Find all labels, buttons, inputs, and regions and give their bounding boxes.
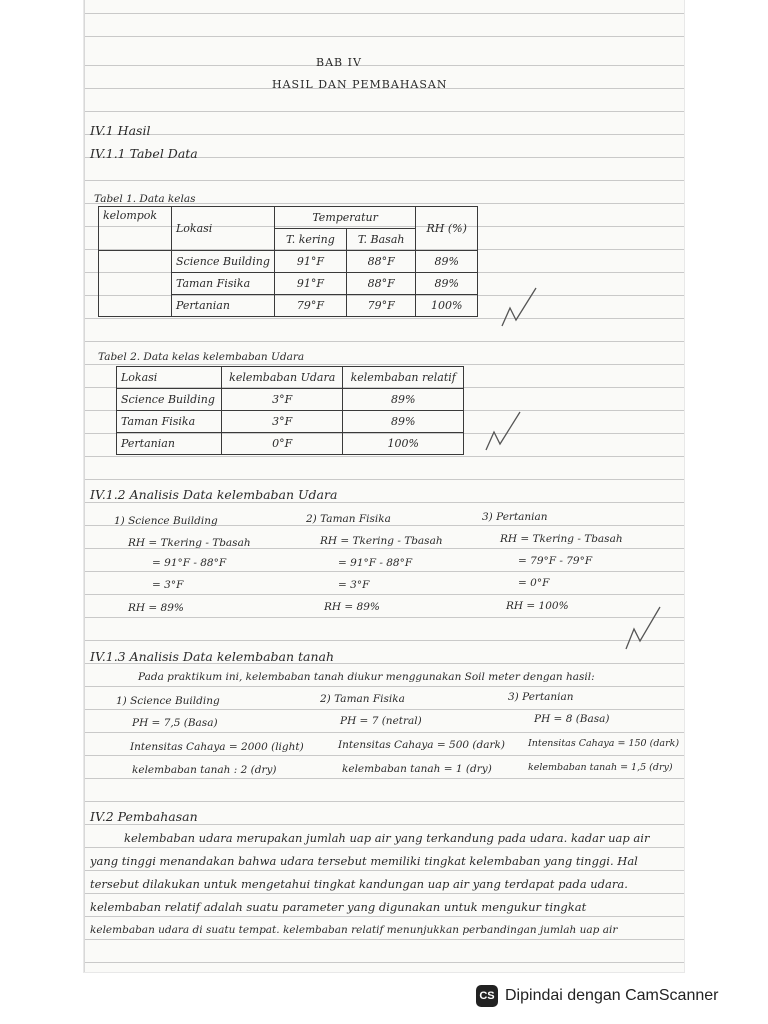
udara-col1-title: 1) Science Building (114, 515, 218, 527)
table2-cell-kel-udara: 3°F (222, 411, 343, 433)
table1-cell-t-basah: 88°F (346, 273, 415, 295)
table1-cell-lokasi: Pertanian (172, 295, 275, 317)
section-4-1-1: IV.1.1 Tabel Data (90, 146, 198, 161)
pembahasan-line-2: yang tinggi menandakan bahwa udara tersebut memiliki tingkat kelembaban yang tinggi. Hal (90, 854, 638, 868)
section-4-1-2: IV.1.2 Analisis Data kelembaban Udara (90, 487, 338, 502)
chapter-title: BAB IV (316, 56, 362, 69)
scanner-watermark (476, 979, 762, 1013)
table1-cell-rh: 89% (416, 251, 478, 273)
tanah-col1-kelembaban: kelembaban tanah : 2 (dry) (132, 764, 277, 776)
table2-cell-lokasi: Science Building (117, 389, 222, 411)
checkmark-icon (500, 286, 540, 330)
table1-cell-rh: 100% (416, 295, 478, 317)
table1-cell-lokasi: Taman Fisika (172, 273, 275, 295)
udara-col1-formula: RH = Tkering - Tbasah (128, 537, 251, 549)
tanah-col2-kelembaban: kelembaban tanah = 1 (dry) (342, 763, 492, 775)
table-row (99, 251, 478, 273)
udara-col2-line2: = 3°F (338, 579, 370, 591)
table1-cell-lokasi: Science Building (172, 251, 275, 273)
section-4-1-3: IV.1.3 Analisis Data kelembaban tanah (90, 649, 335, 664)
table1-kelompok-cell (99, 251, 172, 317)
udara-col2-title: 2) Taman Fisika (306, 513, 391, 525)
table2-cell-kel-udara: 0°F (222, 433, 343, 455)
udara-col3-line2: = 0°F (518, 577, 550, 589)
tanah-col2-title: 2) Taman Fisika (320, 693, 405, 705)
table1-cell-t-kering: 91°F (274, 251, 346, 273)
table1-cell-t-kering: 91°F (274, 273, 346, 295)
pembahasan-line-5: kelembaban udara di suatu tempat. kelembaban relatif menunjukkan perbandingan jumlah uap air (90, 924, 618, 936)
pembahasan-line-3: tersebut dilakukan untuk mengetahui tingkat kandungan uap air yang terdapat pada udara. (90, 877, 628, 891)
table2-cell-lokasi: Taman Fisika (117, 411, 222, 433)
table2-cell-kel-relatif: 100% (343, 433, 464, 455)
udara-col2-result: RH = 89% (324, 601, 380, 613)
tanah-col1-ph: PH = 7,5 (Basa) (132, 717, 218, 729)
table1-header-temperatur: Temperatur (274, 207, 415, 229)
table2-cell-kel-relatif: 89% (343, 389, 464, 411)
table1-header-lokasi: Lokasi (172, 207, 275, 251)
tanah-col3-title: 3) Pertanian (508, 691, 574, 703)
table2-cell-lokasi: Pertanian (117, 433, 222, 455)
table2-caption: Tabel 2. Data kelas kelembaban Udara (98, 351, 305, 363)
udara-col1-line2: = 3°F (152, 579, 184, 591)
udara-col3-line1: = 79°F - 79°F (518, 555, 593, 567)
table-row (117, 433, 464, 455)
table2-header-kel-relatif: kelembaban relatif (343, 367, 464, 389)
table1-header-kelompok: kelompok (99, 207, 172, 251)
chapter-subtitle: HASIL DAN PEMBAHASAN (272, 78, 448, 91)
table-row (117, 411, 464, 433)
table1 (98, 206, 478, 317)
table2-cell-kel-udara: 3°F (222, 389, 343, 411)
tanah-col3-ph: PH = 8 (Basa) (534, 713, 610, 725)
tanah-col2-cahaya: Intensitas Cahaya = 500 (dark) (338, 739, 505, 751)
udara-col3-formula: RH = Tkering - Tbasah (500, 533, 623, 545)
notebook-page (84, 0, 684, 972)
section-4-1: IV.1 Hasil (90, 123, 151, 138)
tanah-intro: Pada praktikum ini, kelembaban tanah diukur menggunakan Soil meter dengan hasil: (138, 671, 595, 683)
table1-header-t-kering: T. kering (274, 229, 346, 251)
table1-cell-t-kering: 79°F (274, 295, 346, 317)
table1-cell-t-basah: 79°F (346, 295, 415, 317)
tanah-col3-kelembaban: kelembaban tanah = 1,5 (dry) (528, 762, 673, 773)
section-4-2: IV.2 Pembahasan (90, 809, 198, 824)
table2-cell-kel-relatif: 89% (343, 411, 464, 433)
table2-header-lokasi: Lokasi (117, 367, 222, 389)
tanah-col2-ph: PH = 7 (netral) (340, 715, 422, 727)
pembahasan-line-4: kelembaban relatif adalah suatu parameter yang digunakan untuk mengukur tingkat (90, 900, 587, 914)
tanah-col1-cahaya: Intensitas Cahaya = 2000 (light) (130, 741, 304, 753)
table1-caption: Tabel 1. Data kelas (94, 193, 196, 205)
udara-col1-result: RH = 89% (128, 602, 184, 614)
tanah-col3-cahaya: Intensitas Cahaya = 150 (dark) (528, 738, 680, 749)
table1-header-rh: RH (%) (416, 207, 478, 251)
table-row (117, 389, 464, 411)
udara-col3-title: 3) Pertanian (482, 511, 548, 523)
table1-header-t-basah: T. Basah (346, 229, 415, 251)
table2 (116, 366, 464, 455)
table2-header-kel-udara: kelembaban Udara (222, 367, 343, 389)
udara-col2-formula: RH = Tkering - Tbasah (320, 535, 443, 547)
scanner-watermark-text: Dipindai dengan CamScanner (505, 987, 719, 1004)
checkmark-icon (484, 410, 524, 454)
margin-line (84, 0, 85, 972)
pembahasan-line-1: kelembaban udara merupakan jumlah uap air yang terkandung pada udara. kadar uap air (124, 831, 650, 845)
table1-cell-t-basah: 88°F (346, 251, 415, 273)
checkmark-icon (624, 605, 664, 653)
udara-col3-result: RH = 100% (506, 600, 569, 612)
camscanner-logo-icon: CS (476, 985, 498, 1007)
udara-col1-line1: = 91°F - 88°F (152, 557, 227, 569)
tanah-col1-title: 1) Science Building (116, 695, 220, 707)
table1-cell-rh: 89% (416, 273, 478, 295)
udara-col2-line1: = 91°F - 88°F (338, 557, 413, 569)
